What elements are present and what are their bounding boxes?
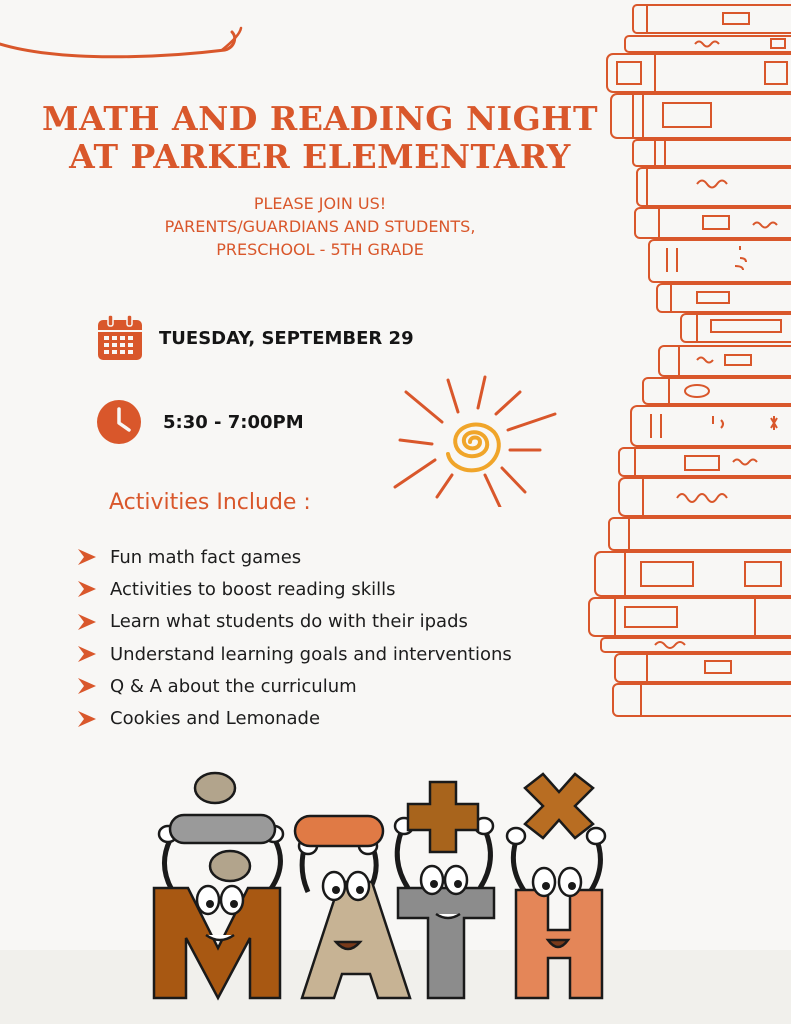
invitation-line-3: PRESCHOOL - 5TH GRADE [216, 240, 424, 259]
activity-text: Activities to boost reading skills [110, 578, 396, 600]
arrow-bullet-icon [76, 677, 98, 695]
activity-text: Learn what students do with their ipads [110, 611, 468, 633]
event-time [96, 399, 304, 445]
calendar-icon [96, 314, 144, 362]
invitation-line-2: PARENTS/GUARDIANS AND STUDENTS, [164, 217, 476, 236]
arrow-bullet-icon [76, 580, 98, 598]
activities-heading: Activities Include : [109, 490, 311, 515]
list-item [76, 541, 512, 573]
activity-text: Q & A about the curriculum [110, 675, 357, 697]
list-item [76, 638, 512, 670]
book-stack-illustration [585, 0, 791, 720]
sun-doodle [390, 372, 565, 507]
clock-icon [96, 399, 142, 445]
math-characters-illustration [140, 770, 620, 1010]
activity-text: Fun math fact games [110, 546, 302, 568]
list-item [76, 702, 512, 734]
arrow-bullet-icon [76, 645, 98, 663]
invitation-text [60, 192, 580, 261]
list-item [76, 606, 512, 638]
activities-list [76, 541, 512, 735]
arrow-bullet-icon [76, 613, 98, 631]
list-item [76, 573, 512, 605]
event-date-text: TUESDAY, SEPTEMBER 29 [159, 327, 414, 349]
title-line-1: MATH AND READING NIGHT [41, 99, 598, 138]
activity-text: Cookies and Lemonade [110, 708, 321, 730]
arrow-bullet-icon [76, 548, 98, 566]
invitation-line-1: PLEASE JOIN US! [253, 194, 387, 213]
arrow-bullet-icon [76, 710, 98, 728]
page-title [20, 100, 620, 176]
event-time-text: 5:30 - 7:00PM [163, 411, 304, 433]
swoosh-decoration [0, 22, 250, 67]
event-date [96, 314, 414, 362]
list-item [76, 670, 512, 702]
title-line-2: AT PARKER ELEMENTARY [69, 137, 571, 176]
activity-text: Understand learning goals and interventions [110, 643, 512, 665]
